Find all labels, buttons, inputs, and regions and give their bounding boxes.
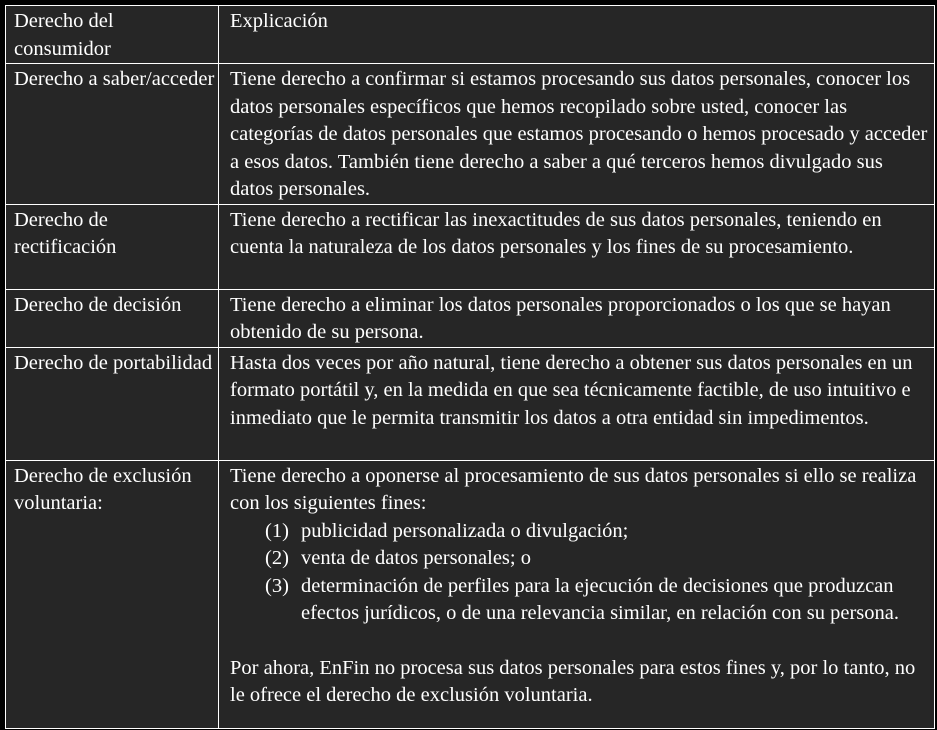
- right-name-cell: Derecho a saber/acceder: [6, 64, 219, 205]
- header-cell-explanation: Explicación: [219, 6, 935, 64]
- right-name-cell: Derecho de portabilidad: [6, 347, 219, 460]
- consumer-rights-table-wrapper: [5, 5, 934, 728]
- explanation-cell: Tiene derecho a eliminar los datos personales proporcionados o los que se hayan obtenido de su persona.: [219, 289, 935, 347]
- list-item-text: determinación de perfiles para la ejecución de decisiones que produzcan efectos jurídicos, o de una relevancia similar, en relación con su persona.: [301, 574, 900, 624]
- right-name-cell: Derecho de rectificación: [6, 204, 219, 289]
- list-item: [265, 518, 931, 546]
- optout-intro: Tiene derecho a oponerse al procesamiento de sus datos personales si ello se realiza con los siguientes fines:: [230, 464, 917, 514]
- table-row-rectification: [6, 204, 935, 289]
- list-item-text: venta de datos personales; o: [301, 547, 531, 569]
- list-item-text: publicidad personalizada o divulgación;: [301, 519, 629, 542]
- list-item-number: (1): [265, 519, 289, 542]
- table-row-optout: [6, 460, 935, 728]
- optout-note: Por ahora, EnFin no procesa sus datos personales para estos fines y, por lo tanto, no le ofrece el derecho de exclusión voluntaria.: [230, 656, 916, 706]
- explanation-cell: [219, 460, 935, 728]
- explanation-cell: Tiene derecho a rectificar las inexactitudes de sus datos personales, teniendo en cuenta la naturaleza de los datos personales y los fines de su procesamiento.: [219, 204, 935, 289]
- paragraph-spacer: [230, 628, 931, 655]
- header-cell-right: Derecho del consumidor: [6, 6, 219, 64]
- list-item: [265, 545, 931, 573]
- table-row-access: [6, 64, 935, 205]
- list-item: [265, 573, 931, 628]
- optout-purpose-list: [230, 518, 931, 628]
- table-row-portability: [6, 347, 935, 460]
- right-name-cell: Derecho de decisión: [6, 289, 219, 347]
- list-item-number: (3): [265, 574, 289, 597]
- consumer-rights-table: [5, 5, 935, 729]
- list-item-number: (2): [265, 547, 289, 569]
- explanation-cell: Tiene derecho a confirmar si estamos procesando sus datos personales, conocer los datos personales específicos que hemos recopilado sobre usted, conocer las categorías de datos personales que estamos procesando o hemos procesado y acceder a esos datos. También tiene derecho a saber a qué terceros hemos divulgado sus datos personales.: [219, 64, 935, 205]
- table-header-row: [6, 6, 935, 64]
- table-row-decision: [6, 289, 935, 347]
- explanation-cell: Hasta dos veces por año natural, tiene derecho a obtener sus datos personales en un formato portátil y, en la medida en que sea técnicamente factible, de uso intuitivo e inmediato que le permita transmitir los datos a otra entidad sin impedimentos.: [219, 347, 935, 460]
- right-name-cell: Derecho de exclusión voluntaria:: [6, 460, 219, 728]
